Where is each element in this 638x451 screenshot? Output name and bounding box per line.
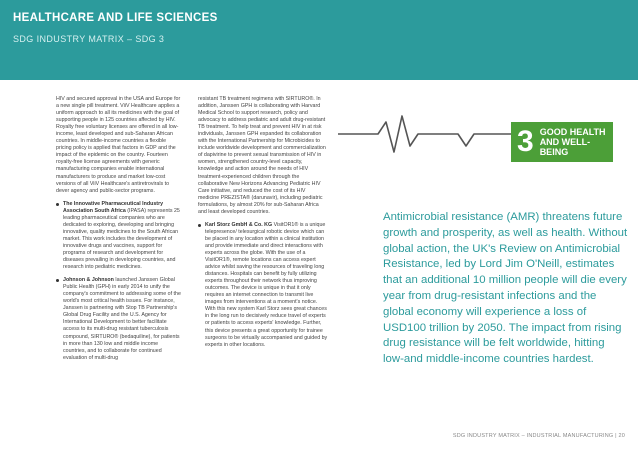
page-header	[0, 0, 638, 80]
company-name: The Innovative Pharmaceutical Industry Association South Africa	[63, 200, 164, 214]
sdg-label-line1: GOOD HEALTH	[539, 127, 606, 137]
column2-intro: resistant TB treatment regimens with SIRTURO®. In addition, Janssen GPH is collaborating with Harvard Medical School to support research, policy and advocacy to address pediatric and adult drug-resistant TB treatment. To help treat and prevent HIV in at risk individuals, Janssen GPH expanded its collaboration with the International Partnership for Microbicides to include worldwide development and commercialization of dapivirine to prevent sexual transmission of HIV in women, strengthened country-level capacity, knowledge and action around the needs of HIV treatment-experienced children through the collaborative New Horizons Advancing Pediatric HIV Care initiative, and reduced the cost of its HIV medicine PREZISTA® (darunavir), including pediatric formulations, by almost 20% for sub-Saharan Africa and least developed countries.	[198, 96, 326, 215]
column1-intro: HIV and secured approval in the USA and Europe for a new single pill treatment. ViiV Healthcare applies a uniform approach to all its medicines with the goal of supporting people in 125 countries affected by HIV. Royalty free voluntary licenses are offered in all low-income, least developed and sub-Saharan African countries. In middle-income countries a flexible pricing policy is applied that factors in GDP and the impact of the epidemic on the country. Fourteen royalty-free license agreements with generic manufacturing companies enable international manufacturers to produce and market low-cost versions of all ViiV Healthcare's antiretrovirals to dever agency and public-sector programs.	[56, 96, 181, 194]
text-column-2	[198, 96, 328, 355]
section-title: HEALTHCARE AND LIFE SCIENCES	[13, 12, 218, 24]
bullet-text: VisitOR1® is a unique telepresence/ telesurgical robotic device which can be placed in any location within a clinical institution and provide immediate and direct interactions with experts across the globe. With the use of a VisitOR1®, remote locations can access expert advice whilst saving the resources of traveling long distances. Hospitals can benefit by fully utilizing experts throughout their network thus improving outcomes. The device is unique in that it only requires an internet connection to transmit live images from interventions at a moment's notice. With this new system Karl Storz sees great chances in the long run to decisively reduce travel of experts or patients to access experts' knowledge. Further, this device presents a great opportunity for trainee surgeons to be virtually accompanied and guided by experts in other locations.	[205, 221, 328, 348]
bullet-text: launched Janssen Global Public Health (GPH) in early 2014 to unify the company's commitment to addressing some of the world's most critical health issues. For instance, Janssen is partnering with Stop TB Partnership's Global Drug Facility and the U.S. Agency for International Development to better facilitate access to its multi-drug resistant tuberculosis compound, SIRTURO® (bedaquiline), for patients in more than 130 low and middle income countries, and to collaborate for continued evaluation of multi-drug	[63, 277, 181, 361]
sdg-3-badge	[511, 122, 613, 162]
bullet-text: (IPASA) represents 25 leading pharmaceutical companies who are dedicated to exploring, developing and bringing innovative, quality medicines to the South African market. This work includes the development of innovative drugs and vaccines, support for programs of research and development for diseases prevailing in developing countries, and research into pediatric medicines.	[63, 207, 180, 271]
heartbeat-line-icon	[338, 112, 513, 162]
sdg-label-line2: AND WELL-BEING	[539, 137, 591, 157]
amr-callout: Antimicrobial resistance (AMR) threatens future growth and prosperity, as well as health. Without global action, the UK's Review on Antimicrobial Resistance, led by Lord Jim O'Neill, estimates that an additional 10 million people will die every year from drug-resistant infections and the global economy will experience a loss of USD100 trillion by 2050. The impact from rising drug resistance will be felt worldwide, hitting low-and middle-income countries hardest.	[383, 211, 628, 366]
company-name: Karl Storz GmbH & Co. KG	[205, 221, 273, 228]
list-item	[56, 277, 181, 362]
text-column-1	[56, 96, 181, 368]
sdg-number: 3	[517, 125, 534, 158]
sdg-label	[540, 127, 613, 157]
page-footer: SDG INDUSTRY MATRIX – INDUSTRIAL MANUFACTURING | 20	[452, 433, 625, 439]
list-item	[56, 201, 181, 271]
list-item	[198, 222, 328, 349]
company-name: Johnson & Johnson	[63, 277, 114, 284]
page-subtitle: SDG INDUSTRY MATRIX – SDG 3	[13, 34, 165, 44]
